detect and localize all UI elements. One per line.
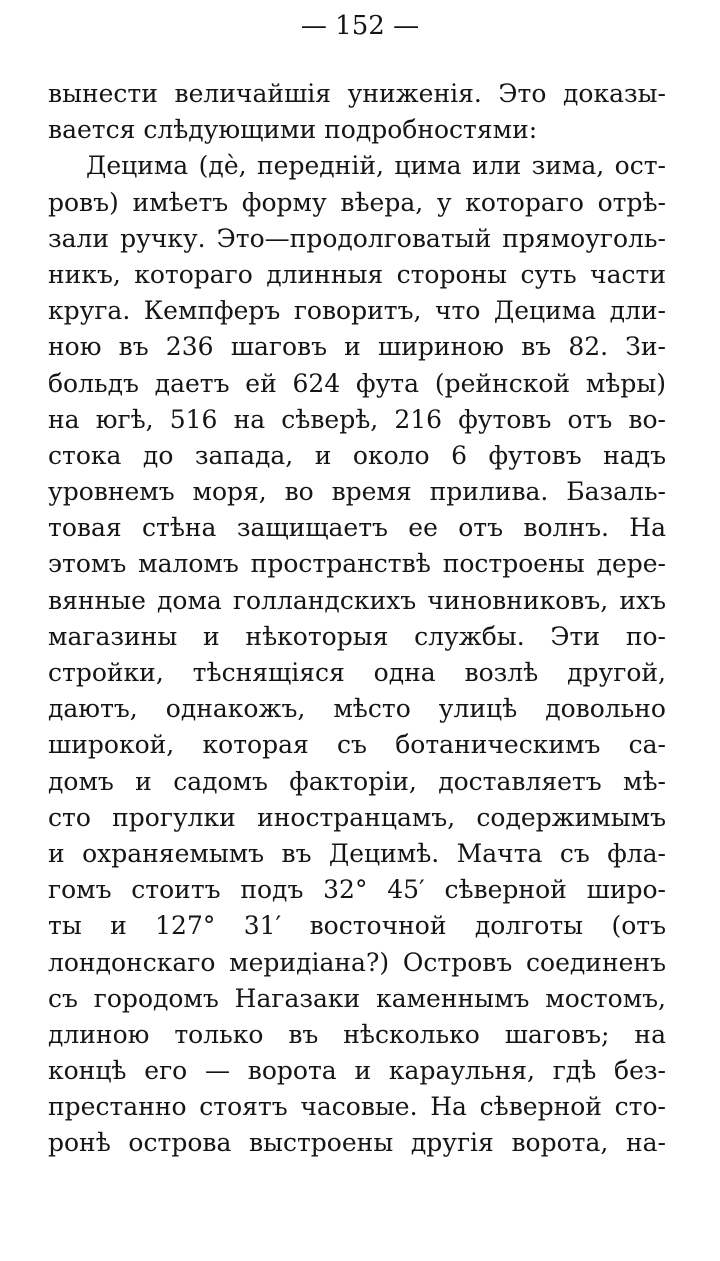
text-line: ронѣ острова выстроены другія ворота, на- xyxy=(48,1128,666,1158)
text-line: съ городомъ Нагазаки каменнымъ мостомъ, xyxy=(48,983,666,1013)
text-line: ровъ) имѣетъ форму вѣера, у котораго отрѣ- xyxy=(48,187,666,217)
text-line: вается слѣдующими подробностями: xyxy=(48,115,538,145)
text-line: никъ, котораго длинныя стороны суть части xyxy=(48,259,666,289)
text-line: гомъ стоитъ подъ 32° 45′ сѣверной широ- xyxy=(48,875,666,905)
text-line: уровнемъ моря, во время прилива. Базаль- xyxy=(48,477,666,507)
text-line: больдъ даетъ ей 624 фута (рейнской мѣры) xyxy=(48,368,666,398)
text-line: круга. Кемпферъ говоритъ, что Децима дли- xyxy=(48,296,666,326)
text-line: товая стѣна защищаетъ ее отъ волнъ. На xyxy=(48,513,666,543)
text-line: длиною только въ нѣсколько шаговъ; на xyxy=(48,1019,666,1049)
text-line: концѣ его — ворота и караульня, гдѣ без- xyxy=(48,1056,666,1086)
text-line: стока до запада, и около 6 футовъ надъ xyxy=(48,440,666,470)
text-line: вынести величайшія униженія. Это доказы- xyxy=(48,79,666,108)
text-line: престанно стоятъ часовые. На сѣверной сто- xyxy=(48,1092,666,1122)
text-line: вянные дома голландскихъ чиновниковъ, ихъ xyxy=(48,585,666,615)
text-line: лондонскаго меридіана?) Островъ соединенъ xyxy=(48,947,666,977)
text-line: даютъ, однакожъ, мѣсто улицѣ довольно xyxy=(48,694,666,724)
text-line: этомъ маломъ пространствѣ построены дере- xyxy=(48,549,666,579)
text-line: широкой, которая съ ботаническимъ са- xyxy=(48,730,666,760)
text-line: зали ручку. Это—продолговатый прямоуголь- xyxy=(48,223,666,253)
text-line: ты и 127° 31′ восточной долготы (отъ xyxy=(48,911,666,941)
text-line: и охраняемымъ въ Децимѣ. Мачта съ фла- xyxy=(48,838,666,868)
body-text xyxy=(48,76,666,1162)
text-line: на югѣ, 516 на сѣверѣ, 216 футовъ отъ во- xyxy=(48,404,666,434)
text-line: стройки, тѣснящіяся одна возлѣ другой, xyxy=(48,658,666,687)
page-number: — 152 — xyxy=(300,11,420,41)
text-line: магазины и нѣкоторыя службы. Эти по- xyxy=(48,621,666,651)
text-line: сто прогулки иностранцамъ, содержимымъ xyxy=(48,802,666,832)
text-line: ною въ 236 шаговъ и шириною въ 82. Зи- xyxy=(48,332,666,362)
text-line: домъ и садомъ факторіи, доставляетъ мѣ- xyxy=(48,766,666,796)
paragraph-start-line: Децима (дѐ, передній, цима или зима, ост- xyxy=(86,151,666,181)
